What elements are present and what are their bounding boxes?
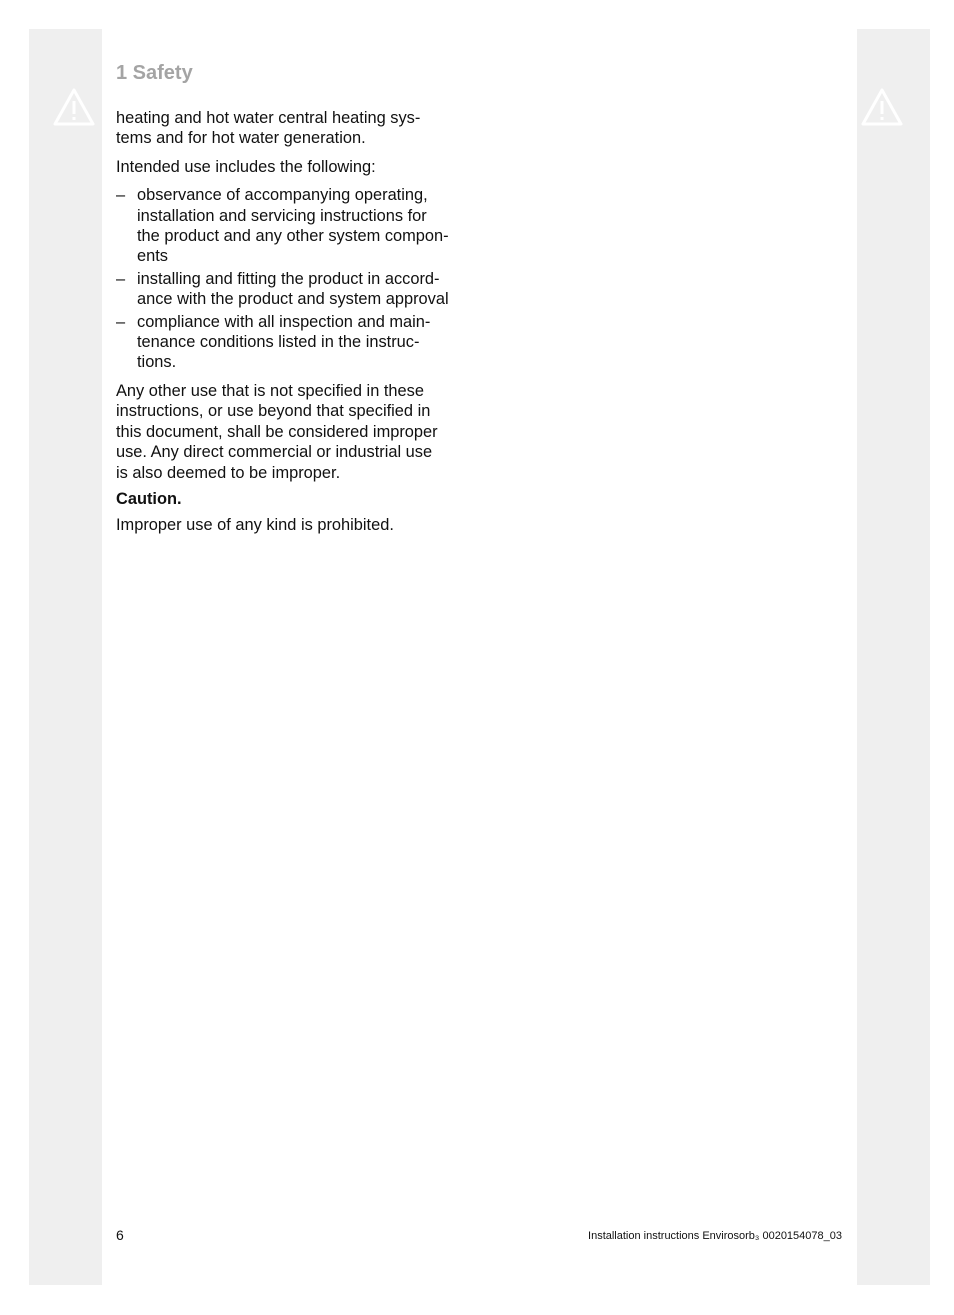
right-margin-band	[857, 29, 930, 1285]
document-footer-title: Installation instructions Envirosorb₃ 0020154078_03	[588, 1230, 842, 1242]
list-item	[116, 312, 476, 373]
left-margin-band	[29, 29, 102, 1285]
improper-use-paragraph: Any other use that is not specified in these instructions, or use beyond that specified in this document, shall be considered improper use. Any direct commercial or industrial use is also deemed to be improper.	[116, 381, 438, 482]
intro-paragraph	[116, 108, 476, 149]
section-heading: 1 Safety	[116, 62, 193, 84]
list-item-text: observance of accompanying operating, installation and servicing instructions for the product and any other system compon- ents	[137, 186, 449, 266]
list-item-text: compliance with all inspection and main- tenance conditions listed in the instruc- tions.	[137, 312, 431, 372]
warning-triangle-icon	[860, 87, 904, 127]
warning-triangle-icon	[52, 87, 96, 127]
caution-text: Improper use of any kind is prohibited.	[116, 516, 394, 535]
bullet-dash: –	[116, 312, 126, 331]
list-item	[116, 269, 476, 310]
page-number: 6	[116, 1227, 124, 1243]
caution-label: Caution.	[116, 489, 182, 508]
intro-line-1: heating and hot water central heating sys-	[116, 109, 421, 127]
body-text	[116, 108, 476, 536]
bullet-dash: –	[116, 269, 126, 288]
intended-use-list	[116, 185, 476, 373]
list-item-text: installing and fitting the product in accord- ance with the product and system approval	[137, 269, 449, 309]
intro-line-2: tems and for hot water generation.	[116, 129, 366, 148]
bullet-dash: –	[116, 186, 126, 205]
list-item	[116, 185, 476, 267]
intended-use-lead: Intended use includes the following:	[116, 157, 376, 176]
